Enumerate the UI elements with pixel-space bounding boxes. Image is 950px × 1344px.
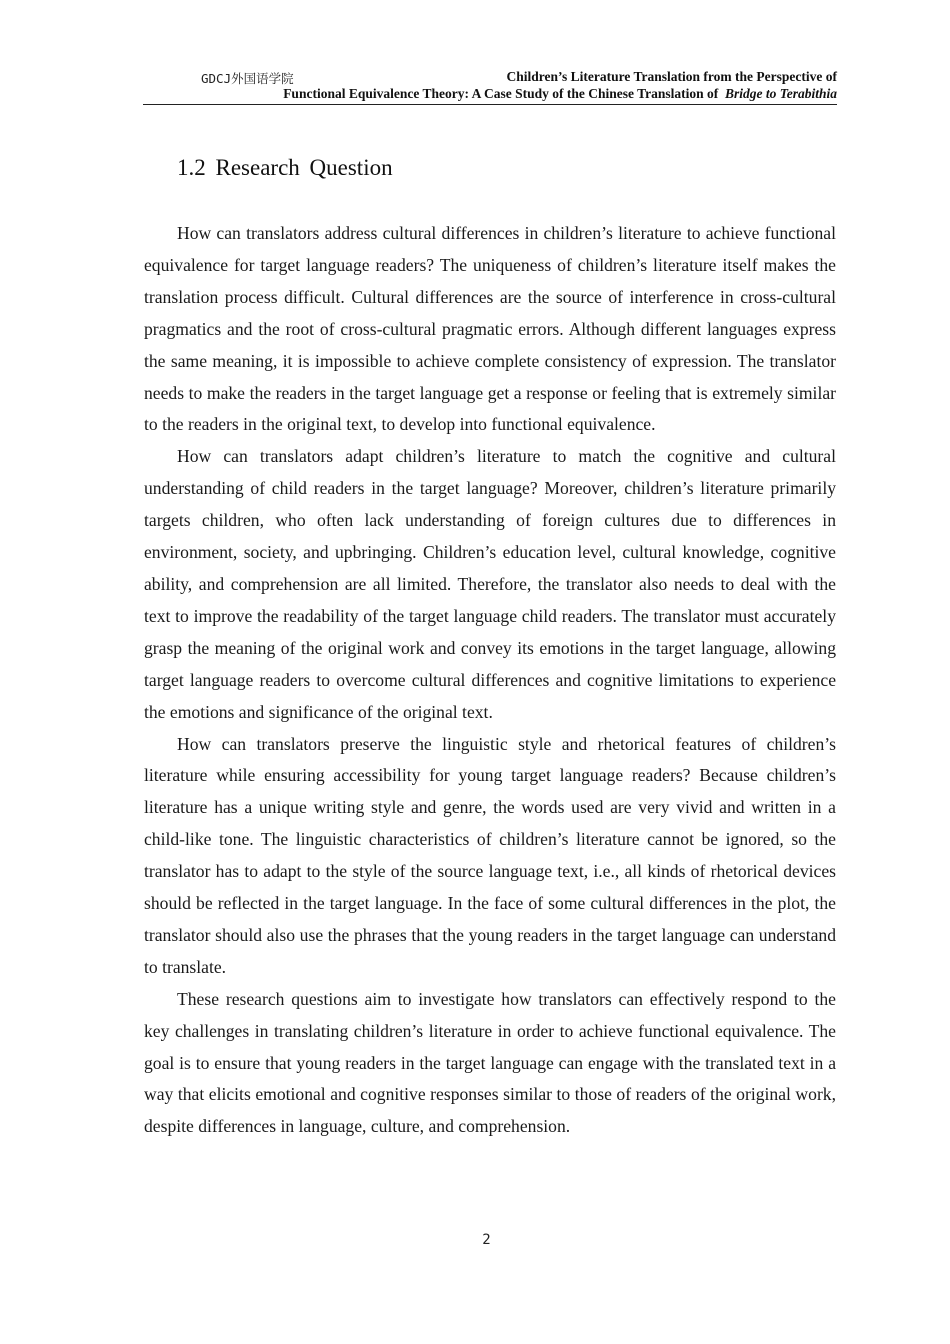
- section-heading: 1.2 Research Question: [177, 155, 393, 180]
- header-school-name: GDCJ外国语学院: [201, 71, 294, 86]
- paragraph: How can translators address cultural differences in children’s literature to achieve functional equivalence for target language readers? The uniqueness of children’s literature itself makes the translation process difficult. Cultural differences are the source of interference in cross-cultural pragmatics and the root of cross-cultural pragmatic errors. Although different languages express the same meaning, it is impossible to achieve complete consistency of expression. The translator needs to make the readers in the target language get a response or feeling that is extremely similar to the readers in the original text, to develop into functional equivalence.: [144, 223, 836, 435]
- page-number: 2: [482, 1232, 491, 1248]
- paragraph: How can translators preserve the linguistic style and rhetorical features of children’s literature while ensuring accessibility for young target language readers? Because children’s literature has a unique writing style and genre, the words used are very vivid and written in a child-like tone. The linguistic characteristics of children’s literature cannot be ignored, so the translator has to adapt to the style of the source language text, i.e., all kinds of rhetorical devices should be reflected in the target language. In the face of some cultural differences in the plot, the translator should also use the phrases that the young readers in the target language can understand to translate.: [144, 733, 836, 977]
- paragraph: How can translators adapt children’s literature to match the cognitive and cultural understanding of child readers in the target language? Moreover, children’s literature primarily targets children, who often lack understanding of foreign cultures due to differences in environment, society, and upbringing. Children’s education level, cultural knowledge, cognitive ability, and comprehension are all limited. Therefore, the translator also needs to deal with the text to improve the readability of the target language child readers. The translator must accurately grasp the meaning of the original work and convey its emotions in the target language, allowing target language readers to overcome cultural differences and cognitive limitations to experience the emotions and significance of the original text.: [144, 446, 836, 722]
- header-thesis-title-line1: Children’s Literature Translation from the Perspective of: [506, 69, 837, 84]
- header-thesis-title-line2-text: Functional Equivalence Theory: A Case Study of the Chinese Translation of: [283, 86, 719, 101]
- header-book-title: Bridge to Terabithia: [724, 86, 837, 101]
- running-header: [143, 66, 837, 105]
- body-text: [144, 218, 836, 1143]
- header-thesis-title-line2: [283, 86, 837, 102]
- paragraph: These research questions aim to investigate how translators can effectively respond to the key challenges in translating children’s literature in order to achieve functional equivalence. The goal is to ensure that young readers in the target language can engage with the translated text in a way that elicits emotional and cognitive responses similar to those of readers of the original work, despite differences in language, culture, and comprehension.: [144, 988, 836, 1137]
